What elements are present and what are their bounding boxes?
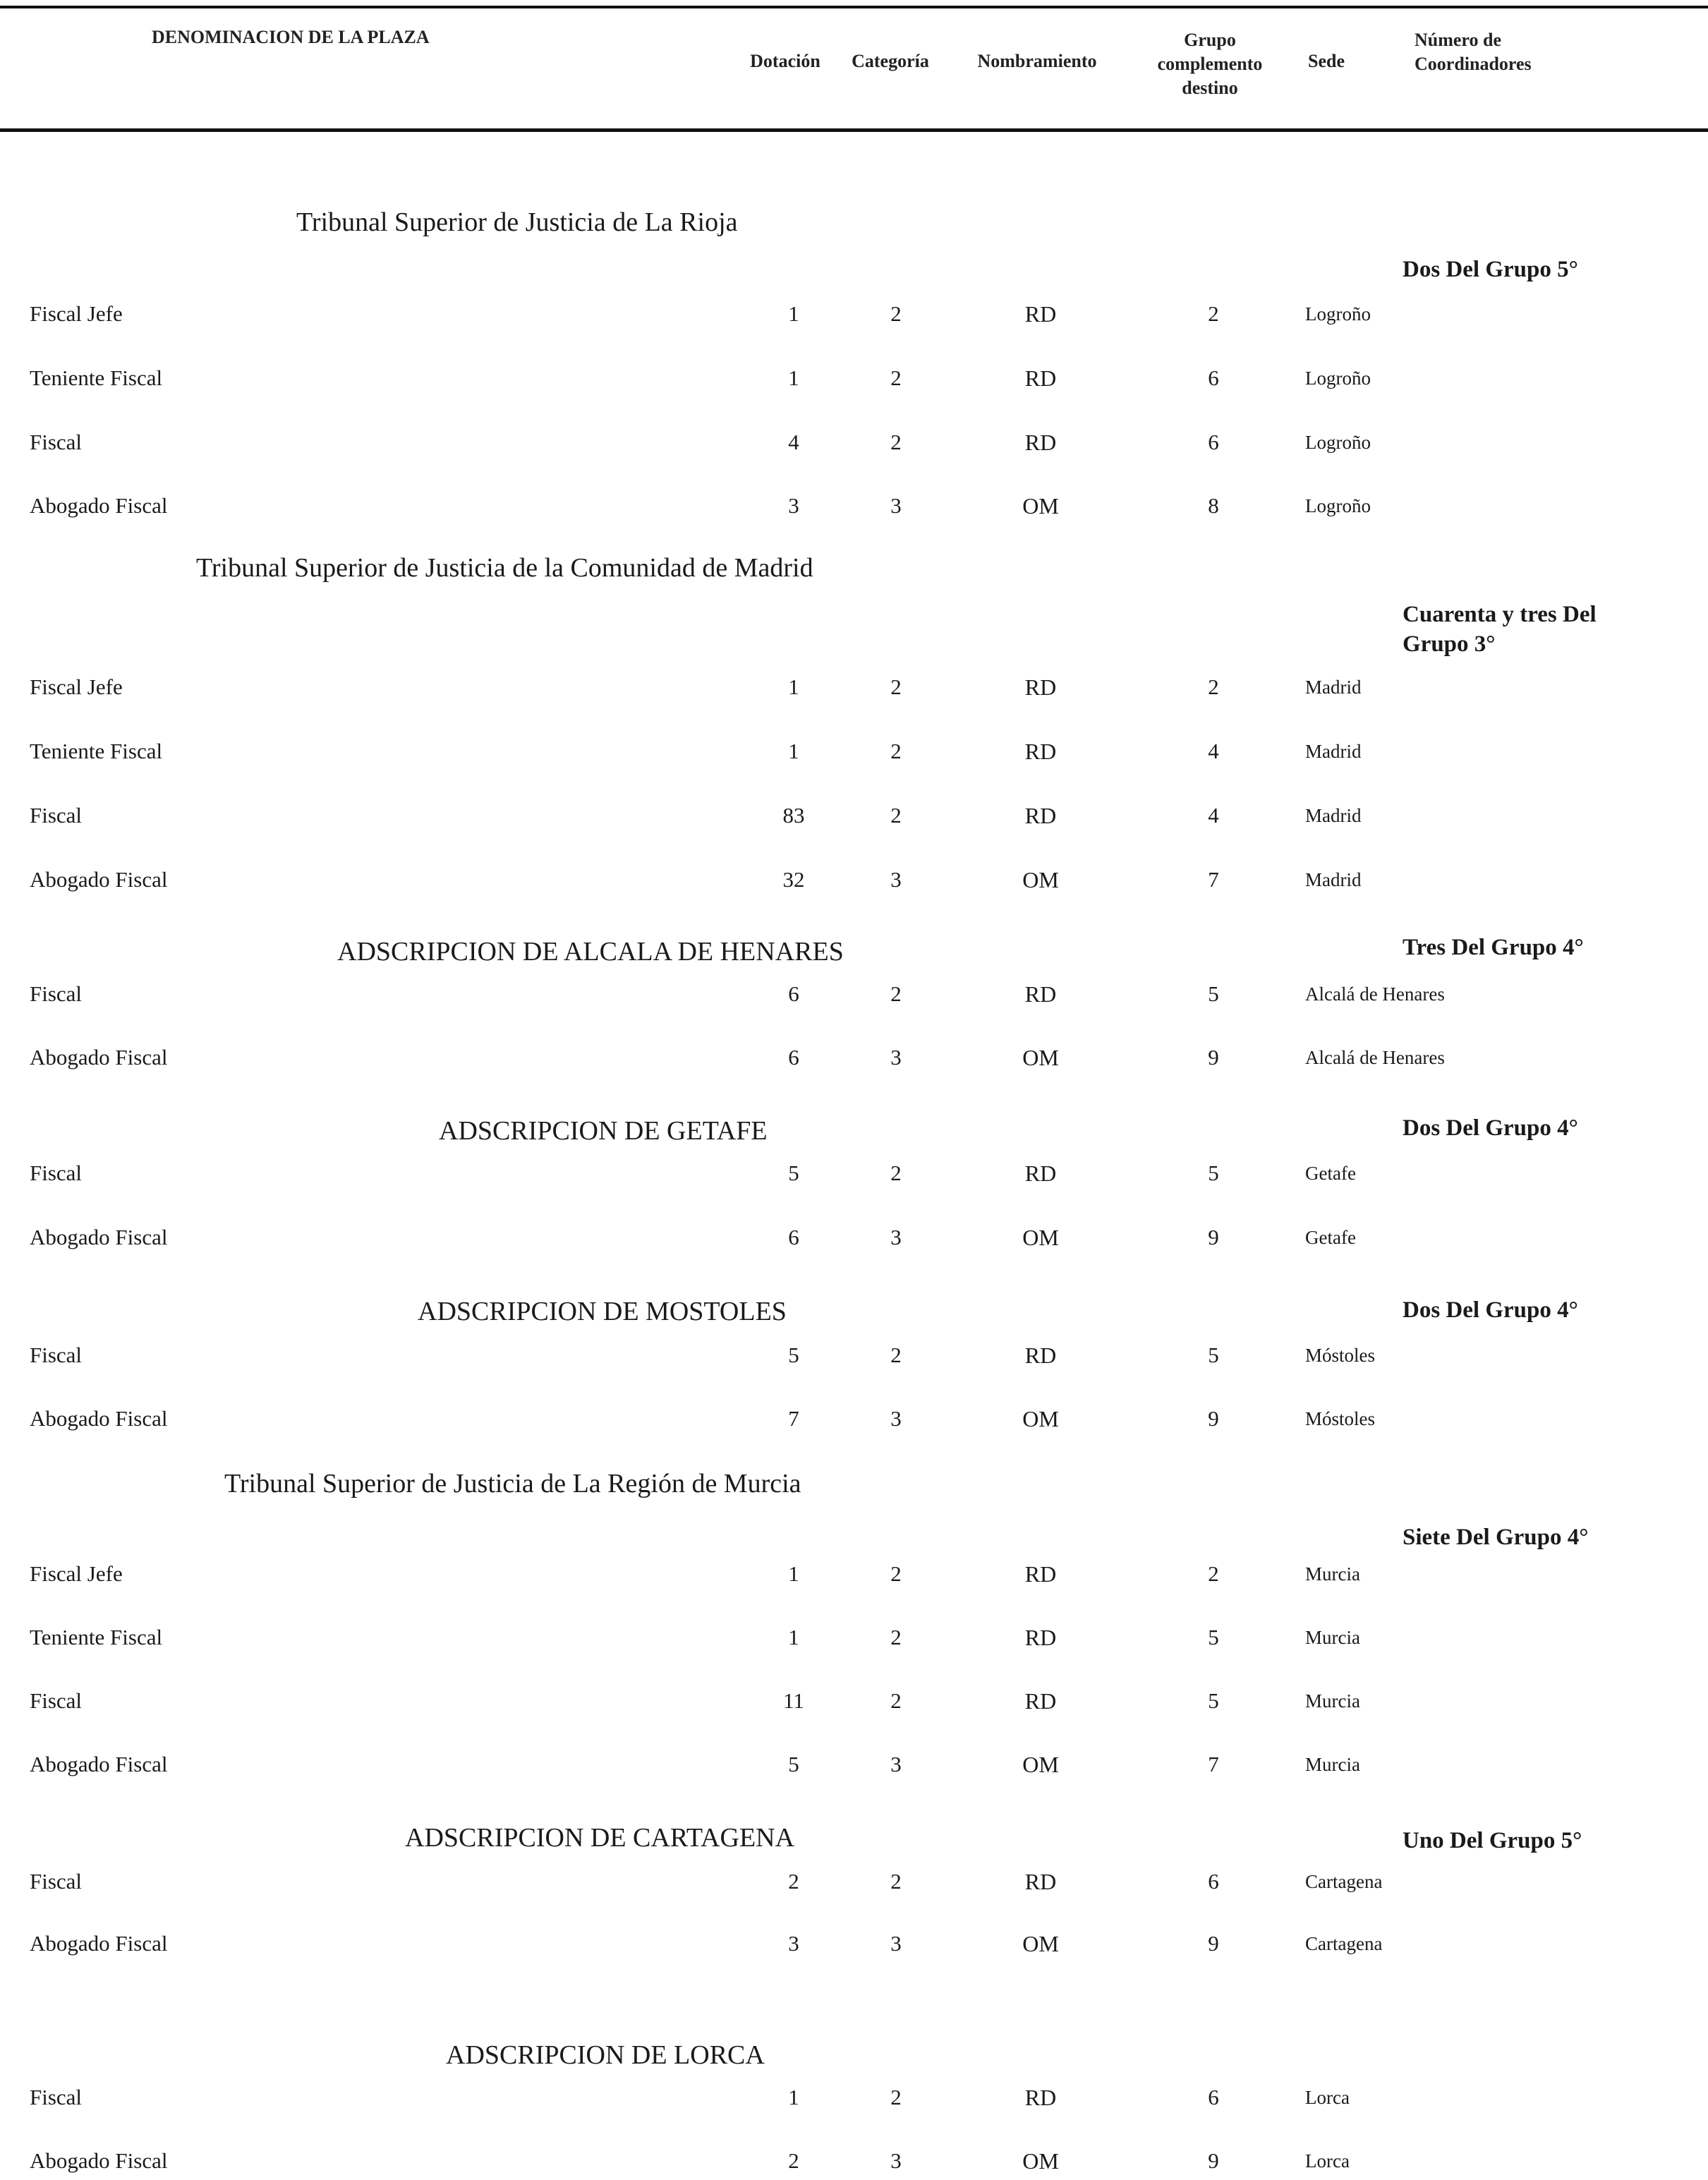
plaza-name: Teniente Fiscal xyxy=(30,1625,163,1649)
coordinators-line2: Grupo 3° xyxy=(1403,631,1496,657)
categoria-value: 2 xyxy=(890,301,902,326)
categoria-value: 2 xyxy=(890,2085,902,2109)
dotacion-value: 3 xyxy=(788,1931,799,1956)
grupo-value: 7 xyxy=(1208,867,1219,892)
dotacion-value: 6 xyxy=(788,981,799,1006)
table-row xyxy=(0,1864,1708,1899)
plaza-name: Abogado Fiscal xyxy=(30,1752,168,1776)
grupo-value: 2 xyxy=(1208,1561,1219,1586)
grupo-value: 4 xyxy=(1208,803,1219,828)
dotacion-value: 5 xyxy=(788,1161,799,1185)
sede-value: Lorca xyxy=(1305,2150,1350,2172)
sede-value: Murcia xyxy=(1305,1563,1360,1585)
header-grupo-line2: complemento xyxy=(1157,54,1263,74)
dotacion-value: 1 xyxy=(788,365,799,390)
header-coordinadores-line2: Coordinadores xyxy=(1415,54,1532,74)
nombramiento-value: OM xyxy=(1022,2148,1059,2174)
nombramiento-value: OM xyxy=(1022,1752,1059,1777)
plaza-name: Fiscal Jefe xyxy=(30,1561,123,1586)
plaza-name: Abogado Fiscal xyxy=(30,1406,168,1431)
table-row xyxy=(0,296,1708,332)
dotacion-value: 1 xyxy=(788,739,799,763)
grupo-value: 9 xyxy=(1208,1225,1219,1249)
dotacion-value: 5 xyxy=(788,1343,799,1367)
nombramiento-value: RD xyxy=(1024,1688,1057,1714)
header-grupo-line3: destino xyxy=(1182,78,1238,98)
table-row xyxy=(0,1620,1708,1655)
sede-value: Getafe xyxy=(1305,1227,1356,1248)
grupo-value: 5 xyxy=(1208,981,1219,1006)
plaza-name: Fiscal xyxy=(30,981,83,1006)
sede-value: Madrid xyxy=(1305,805,1362,826)
grupo-value: 9 xyxy=(1208,2148,1219,2173)
table-row xyxy=(0,798,1708,833)
grupo-value: 6 xyxy=(1208,2085,1219,2109)
sede-value: Móstoles xyxy=(1305,1408,1376,1429)
nombramiento-value: RD xyxy=(1024,1343,1057,1368)
plaza-name: Abogado Fiscal xyxy=(30,867,168,892)
nombramiento-value: RD xyxy=(1024,1625,1057,1650)
nombramiento-value: OM xyxy=(1022,493,1059,519)
dotacion-value: 1 xyxy=(788,2085,799,2109)
header-categoria: Categoría xyxy=(852,51,929,71)
coordinators xyxy=(1403,255,1699,284)
sede-value: Logroño xyxy=(1305,432,1371,453)
table-row xyxy=(0,1556,1708,1592)
table-row xyxy=(0,1220,1708,1255)
header-denominacion: DENOMINACION DE LA PLAZA xyxy=(152,27,430,47)
grupo-value: 6 xyxy=(1208,1869,1219,1894)
grupo-value: 2 xyxy=(1208,674,1219,699)
nombramiento-value: OM xyxy=(1022,1931,1059,1956)
dotacion-value: 3 xyxy=(788,493,799,518)
sede-value: Lorca xyxy=(1305,2087,1350,2108)
table-row xyxy=(0,1747,1708,1782)
coordinators xyxy=(1403,1522,1699,1552)
table-row xyxy=(0,734,1708,769)
dotacion-value: 4 xyxy=(788,430,799,454)
grupo-value: 9 xyxy=(1208,1406,1219,1431)
section-title: ADSCRIPCION DE LORCA xyxy=(446,2040,765,2070)
plaza-name: Abogado Fiscal xyxy=(30,2148,168,2173)
section-title: ADSCRIPCION DE ALCALA DE HENARES xyxy=(337,937,844,967)
coordinators-line1: Dos Del Grupo 4° xyxy=(1403,1115,1578,1141)
grupo-value: 5 xyxy=(1208,1161,1219,1185)
categoria-value: 2 xyxy=(890,803,902,828)
sede-value: Móstoles xyxy=(1305,1345,1376,1366)
categoria-value: 2 xyxy=(890,1688,902,1713)
dotacion-value: 6 xyxy=(788,1225,799,1249)
plaza-name: Fiscal Jefe xyxy=(30,674,123,699)
header-coordinadores xyxy=(1415,28,1532,76)
coordinators-line1: Siete Del Grupo 4° xyxy=(1403,1525,1589,1550)
coordinators-line1: Dos Del Grupo 4° xyxy=(1403,1297,1578,1323)
sede-value: Logroño xyxy=(1305,303,1371,325)
section-title: Tribunal Superior de Justicia de la Comunidad de Madrid xyxy=(196,553,813,583)
coordinators xyxy=(1403,1295,1699,1325)
categoria-value: 3 xyxy=(890,1931,902,1956)
sede-value: Madrid xyxy=(1305,869,1362,890)
grupo-value: 5 xyxy=(1208,1625,1219,1649)
sede-value: Murcia xyxy=(1305,1754,1360,1775)
sede-value: Logroño xyxy=(1305,495,1371,516)
categoria-value: 3 xyxy=(890,493,902,518)
header-sede: Sede xyxy=(1308,51,1345,71)
grupo-value: 5 xyxy=(1208,1343,1219,1367)
dotacion-value: 1 xyxy=(788,674,799,699)
nombramiento-value: RD xyxy=(1024,981,1057,1007)
categoria-value: 2 xyxy=(890,674,902,699)
nombramiento-value: RD xyxy=(1024,803,1057,828)
nombramiento-value: RD xyxy=(1024,301,1057,327)
nombramiento-value: OM xyxy=(1022,867,1059,892)
categoria-value: 2 xyxy=(890,1625,902,1649)
sede-value: Alcalá de Henares xyxy=(1305,1047,1445,1068)
dotacion-value: 1 xyxy=(788,1625,799,1649)
categoria-value: 2 xyxy=(890,981,902,1006)
grupo-value: 9 xyxy=(1208,1931,1219,1956)
grupo-value: 8 xyxy=(1208,493,1219,518)
table-row xyxy=(0,862,1708,897)
section-title: ADSCRIPCION DE CARTAGENA xyxy=(405,1823,795,1853)
plaza-name: Fiscal xyxy=(30,1688,83,1713)
sede-value: Madrid xyxy=(1305,677,1362,698)
categoria-value: 3 xyxy=(890,1752,902,1776)
categoria-value: 3 xyxy=(890,1406,902,1431)
nombramiento-value: OM xyxy=(1022,1406,1059,1431)
table-row xyxy=(0,425,1708,460)
plaza-name: Fiscal xyxy=(30,2085,83,2109)
nombramiento-value: OM xyxy=(1022,1225,1059,1250)
categoria-value: 2 xyxy=(890,1343,902,1367)
nombramiento-value: RD xyxy=(1024,674,1057,700)
dotacion-value: 83 xyxy=(782,803,805,828)
plaza-name: Fiscal xyxy=(30,1161,83,1185)
section-title: ADSCRIPCION DE GETAFE xyxy=(439,1116,768,1146)
categoria-value: 2 xyxy=(890,739,902,763)
table-row xyxy=(0,1401,1708,1436)
coordinators xyxy=(1403,933,1699,962)
grupo-value: 5 xyxy=(1208,1688,1219,1713)
coordinators-line1: Dos Del Grupo 5° xyxy=(1403,257,1578,282)
section-title: ADSCRIPCION DE MOSTOLES xyxy=(418,1297,787,1326)
table-row xyxy=(0,1926,1708,1961)
sede-value: Alcalá de Henares xyxy=(1305,983,1445,1005)
categoria-value: 3 xyxy=(890,2148,902,2173)
plaza-name: Fiscal xyxy=(30,803,83,828)
grupo-value: 6 xyxy=(1208,430,1219,454)
dotacion-value: 2 xyxy=(788,2148,799,2173)
categoria-value: 3 xyxy=(890,1045,902,1070)
dotacion-value: 6 xyxy=(788,1045,799,1070)
categoria-value: 2 xyxy=(890,1869,902,1894)
plaza-name: Abogado Fiscal xyxy=(30,1045,168,1070)
sede-value: Cartagena xyxy=(1305,1933,1383,1954)
table-row xyxy=(0,670,1708,705)
table-row xyxy=(0,976,1708,1012)
nombramiento-value: RD xyxy=(1024,1561,1057,1587)
plaza-name: Teniente Fiscal xyxy=(30,365,163,390)
coordinators-line1: Uno Del Grupo 5° xyxy=(1403,1828,1582,1853)
plaza-name: Abogado Fiscal xyxy=(30,1225,168,1249)
categoria-value: 2 xyxy=(890,365,902,390)
nombramiento-value: RD xyxy=(1024,430,1057,455)
sede-value: Cartagena xyxy=(1305,1871,1383,1892)
table-row xyxy=(0,1338,1708,1373)
sede-value: Murcia xyxy=(1305,1690,1360,1712)
sede-value: Madrid xyxy=(1305,741,1362,762)
plaza-name: Fiscal xyxy=(30,430,83,454)
dotacion-value: 1 xyxy=(788,1561,799,1586)
plaza-name: Abogado Fiscal xyxy=(30,1931,168,1956)
nombramiento-value: RD xyxy=(1024,1869,1057,1894)
header-nombramiento: Nombramiento xyxy=(977,51,1097,71)
section-title: Tribunal Superior de Justicia de La Rioja xyxy=(296,207,738,237)
header-grupo xyxy=(1139,28,1280,100)
plaza-name: Teniente Fiscal xyxy=(30,739,163,763)
header-grupo-line1: Grupo xyxy=(1184,30,1236,50)
header-bottom-rule xyxy=(0,128,1708,132)
sede-value: Murcia xyxy=(1305,1627,1360,1648)
coordinators xyxy=(1403,600,1699,659)
nombramiento-value: RD xyxy=(1024,365,1057,391)
sede-value: Getafe xyxy=(1305,1163,1356,1184)
coordinators-line1: Cuarenta y tres Del xyxy=(1403,602,1597,627)
coordinators xyxy=(1403,1826,1699,1855)
nombramiento-value: RD xyxy=(1024,2085,1057,2110)
table-row xyxy=(0,2143,1708,2179)
plaza-name: Fiscal xyxy=(30,1343,83,1367)
categoria-value: 3 xyxy=(890,1225,902,1249)
table-row xyxy=(0,2080,1708,2115)
dotacion-value: 5 xyxy=(788,1752,799,1776)
table-row xyxy=(0,1040,1708,1075)
dotacion-value: 11 xyxy=(783,1688,804,1713)
plaza-name: Fiscal Jefe xyxy=(30,301,123,326)
table-row xyxy=(0,1683,1708,1719)
nombramiento-value: OM xyxy=(1022,1045,1059,1070)
dotacion-value: 32 xyxy=(782,867,805,892)
grupo-value: 7 xyxy=(1208,1752,1219,1776)
dotacion-value: 2 xyxy=(788,1869,799,1894)
categoria-value: 2 xyxy=(890,430,902,454)
grupo-value: 9 xyxy=(1208,1045,1219,1070)
grupo-value: 6 xyxy=(1208,365,1219,390)
grupo-value: 4 xyxy=(1208,739,1219,763)
coordinators xyxy=(1403,1113,1699,1143)
categoria-value: 3 xyxy=(890,867,902,892)
header-coordinadores-line1: Número de xyxy=(1415,30,1502,50)
table-row xyxy=(0,361,1708,396)
categoria-value: 2 xyxy=(890,1561,902,1586)
table-row xyxy=(0,1156,1708,1191)
plaza-name: Abogado Fiscal xyxy=(30,493,168,518)
header-dotacion: Dotación xyxy=(750,51,820,71)
nombramiento-value: RD xyxy=(1024,739,1057,764)
top-rule xyxy=(0,6,1708,8)
dotacion-value: 1 xyxy=(788,301,799,326)
categoria-value: 2 xyxy=(890,1161,902,1185)
plaza-name: Fiscal xyxy=(30,1869,83,1894)
coordinators-line1: Tres Del Grupo 4° xyxy=(1403,935,1584,960)
section-title: Tribunal Superior de Justicia de La Región de Murcia xyxy=(224,1469,801,1498)
sede-value: Logroño xyxy=(1305,368,1371,389)
dotacion-value: 7 xyxy=(788,1406,799,1431)
table-row xyxy=(0,488,1708,523)
grupo-value: 2 xyxy=(1208,301,1219,326)
nombramiento-value: RD xyxy=(1024,1161,1057,1186)
